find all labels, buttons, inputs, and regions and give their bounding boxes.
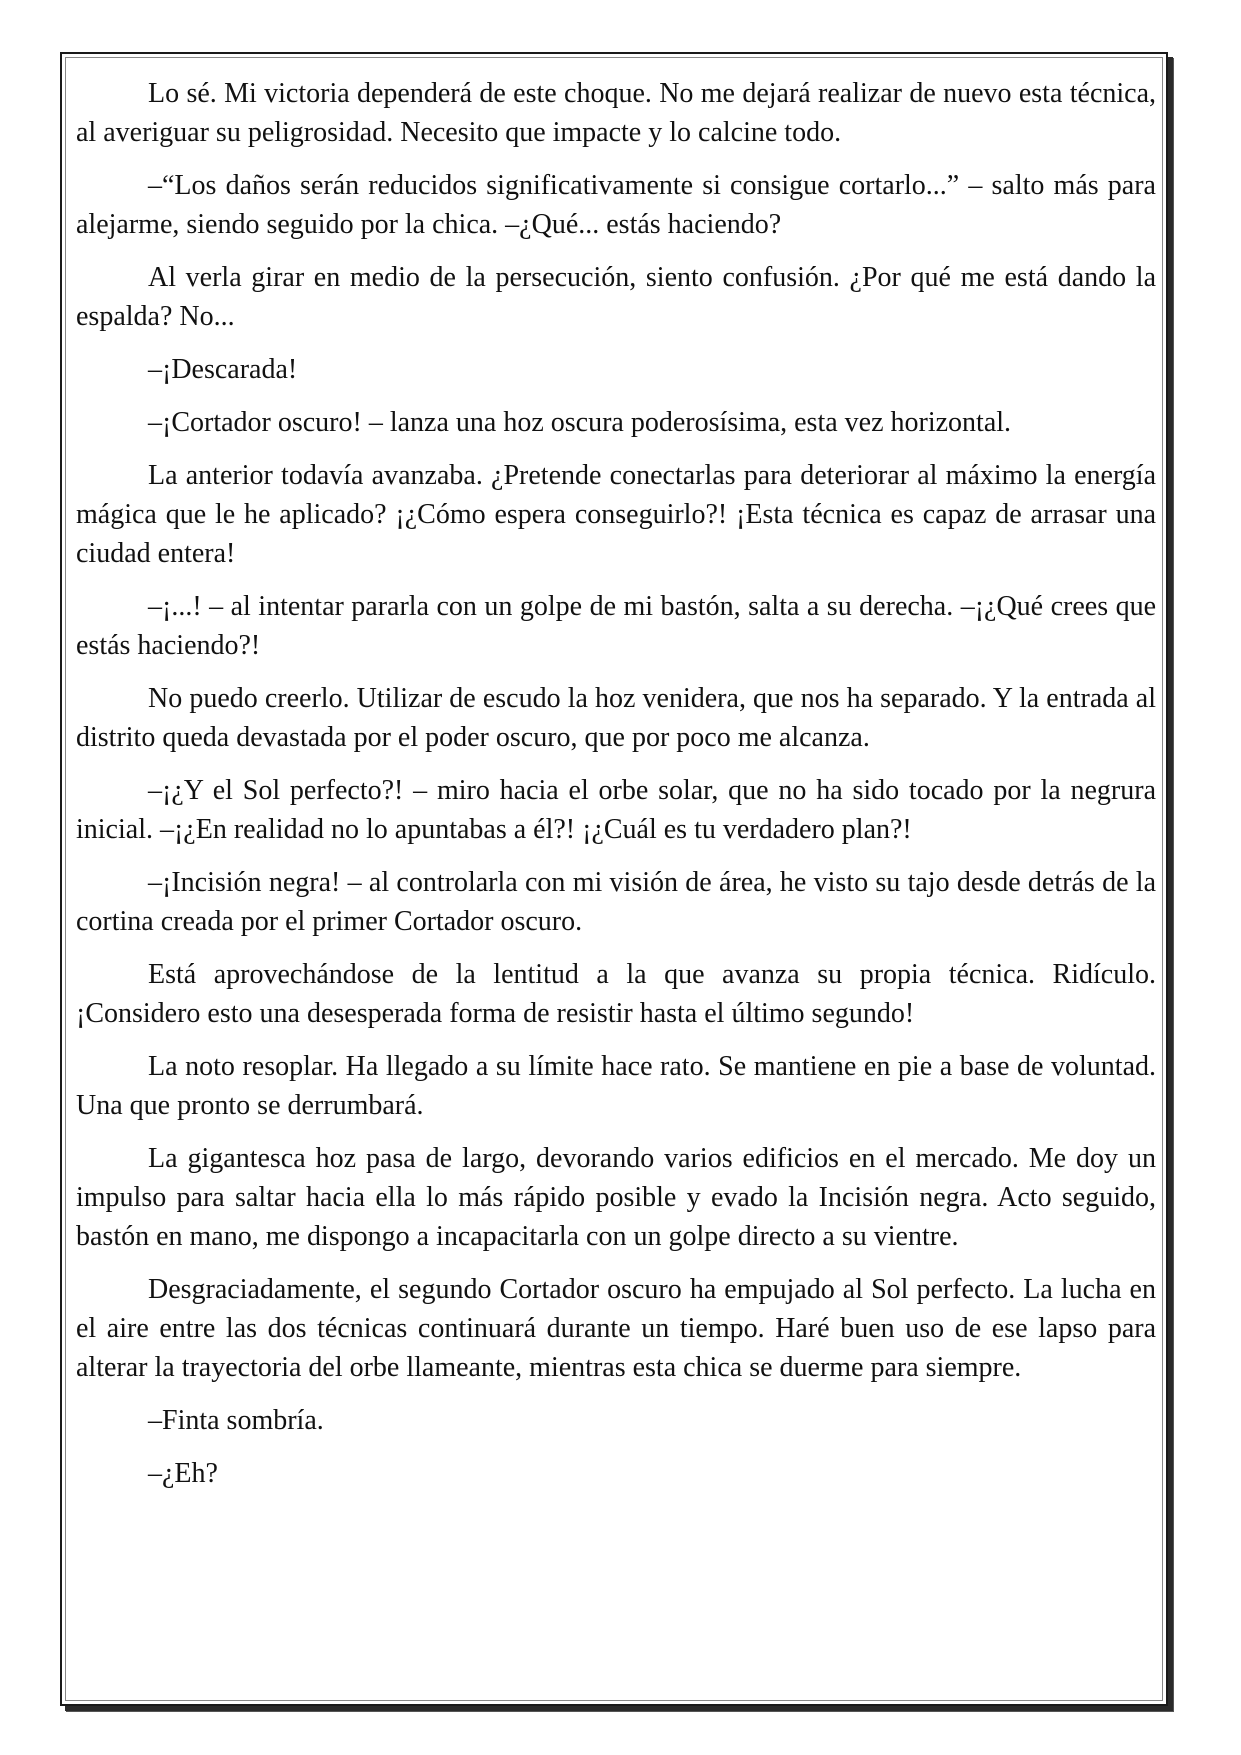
paragraph: Lo sé. Mi victoria dependerá de este choque. No me dejará realizar de nuevo esta técnica, al averiguar su peligrosidad. Necesito que impacte y lo calcine todo.: [76, 78, 1156, 148]
paragraph: No puedo creerlo. Utilizar de escudo la hoz venidera, que nos ha separado. Y la entrada al distrito queda devastada por el poder oscuro, que por poco me alcanza.: [76, 683, 1156, 753]
paragraph: –¡Incisión negra! – al controlarla con mi visión de área, he visto su tajo desde detrás de la cortina creada por el primer Cortador oscuro.: [76, 867, 1156, 937]
page-frame: [60, 52, 1168, 1706]
paragraph: –“Los daños serán reducidos significativamente si consigue cortarlo...” – salto más para alejarme, siendo seguido por la chica. –¿Qué... estás haciendo?: [76, 170, 1156, 240]
paragraph: Desgraciadamente, el segundo Cortador oscuro ha empujado al Sol perfecto. La lucha en el aire entre las dos técnicas continuará durante un tiempo. Haré buen uso de ese lapso para alterar la trayectoria del orbe llameante, mientras esta chica se duerme para siempre.: [76, 1274, 1156, 1383]
paragraph: –¡¿Y el Sol perfecto?! – miro hacia el orbe solar, que no ha sido tocado por la negrura inicial. –¡¿En realidad no lo apuntabas a él?! ¡¿Cuál es tu verdadero plan?!: [76, 775, 1156, 845]
paragraph: La gigantesca hoz pasa de largo, devorando varios edificios en el mercado. Me doy un impulso para saltar hacia ella lo más rápido posible y evado la Incisión negra. Acto seguido, bastón en mano, me dispongo a incapacitarla con un golpe directo a su vientre.: [76, 1143, 1156, 1252]
paragraph: –¡Cortador oscuro! – lanza una hoz oscura poderosísima, esta vez horizontal.: [148, 407, 1012, 438]
body-text: [76, 74, 1156, 1507]
paragraph: La anterior todavía avanzaba. ¿Pretende conectarlas para deteriorar al máximo la energía mágica que le he aplicado? ¡¿Cómo espera conseguirlo?! ¡Esta técnica es capaz de arrasar una ciudad entera!: [76, 460, 1156, 569]
paragraph: Está aprovechándose de la lentitud a la que avanza su propia técnica. Ridículo. ¡Considero esto una desesperada forma de resistir hasta el último segundo!: [76, 959, 1156, 1029]
paragraph: La noto resoplar. Ha llegado a su límite hace rato. Se mantiene en pie a base de voluntad. Una que pronto se derrumbará.: [76, 1051, 1156, 1121]
paragraph: –Finta sombría.: [148, 1405, 324, 1436]
paragraph: Al verla girar en medio de la persecución, siento confusión. ¿Por qué me está dando la espalda? No...: [76, 262, 1156, 332]
paragraph: –¡...! – al intentar pararla con un golpe de mi bastón, salta a su derecha. –¡¿Qué crees que estás haciendo?!: [76, 591, 1156, 661]
paragraph: –¿Eh?: [148, 1458, 218, 1489]
paragraph: –¡Descarada!: [148, 354, 298, 385]
